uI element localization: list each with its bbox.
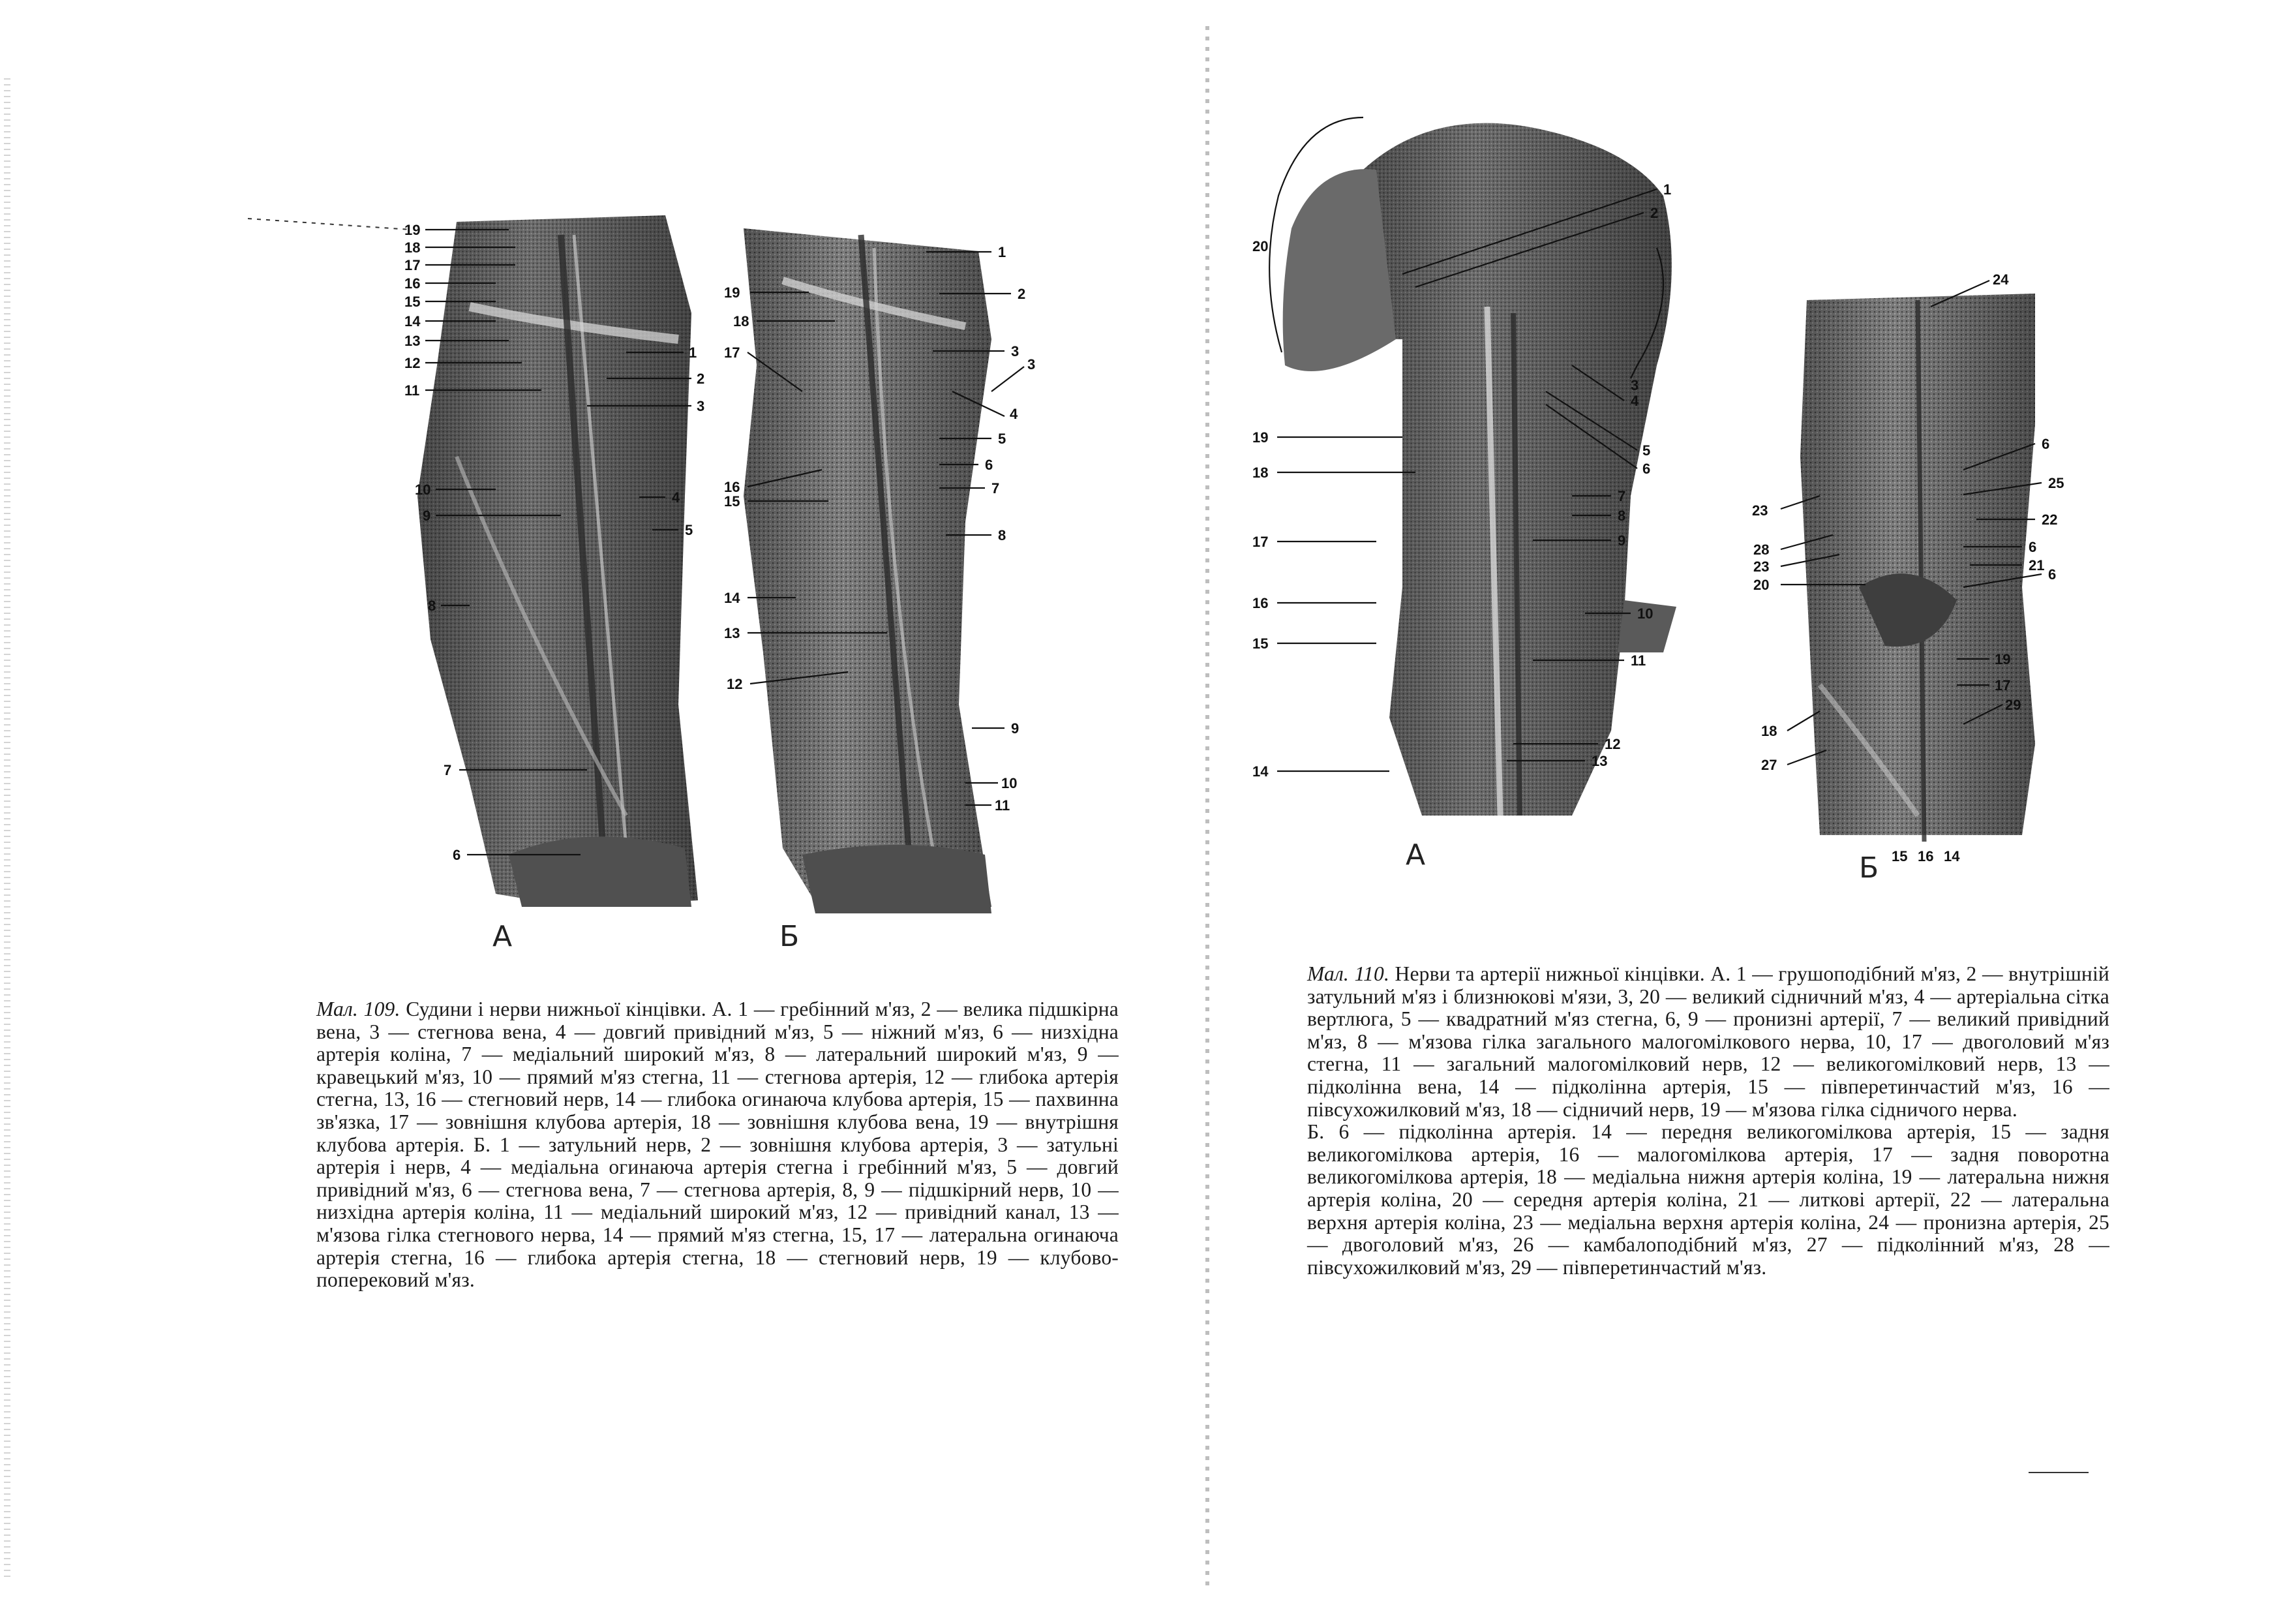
figure-109-illustration	[0, 0, 1174, 979]
label-109b-1: 1	[998, 244, 1006, 260]
page-rule	[2029, 1472, 2089, 1473]
label-109a-12: 12	[404, 355, 421, 371]
label-110b-6c: 6	[2048, 566, 2057, 583]
label-110a-4: 4	[1631, 393, 1639, 409]
label-110a-13: 13	[1592, 753, 1608, 769]
caption-109-text: Судини і нерви нижньої кінцівки. А. 1 — гребінний м'яз, 2 — велика підшкірна вена, 3 — стегнова вена, 4 — довгий привідний м'яз, 5 — ніжний м'яз, 6 — низхідна артерія коліна, 7 — медіальний широкий м'яз, 8 — латеральний широкий м'яз, 9 — кравецький м'яз, 10 — прямий м'яз стегна, 11 — стегнова артерія, 12 — глибока артерія стегна, 13, 16 — стегновий нерв, 14 — глибока огинаюча клубова артерія, 15 — пахвинна зв'язка, 17 — зовнішня клубова артерія, 18 — зовнішня клубова вена, 19 — внутрішня клубова артерія. Б. 1 — затульний нерв, 2 — зовнішня клубова артерія, 3 — затульні артерія і нерв, 4 — медіальна огинаюча артерія стегна і гребінний м'яз, 5 — довгий привідний м'яз, 6 — стегнова вена, 7 — стегнова артерія, 8, 9 — підшкірний нерв, 10 — низхідна артерія коліна, 11 — медіальний широкий м'яз, 12 — привідний канал, 13 — м'язова гілка стегнового нерва, 14 — прямий м'яз стегна, 15, 17 — латеральна огинаюча артерія стегна, 16 — глибока артерія стегна, 18 — стегновий нерв, 19 — клубово-поперековий м'яз.	[316, 998, 1119, 1292]
label-110b-23a: 23	[1752, 502, 1768, 519]
label-109a-5: 5	[685, 522, 693, 538]
label-109b-2: 2	[1018, 286, 1026, 302]
label-109a-19: 19	[404, 222, 421, 238]
caption-110-label: Мал. 110.	[1307, 962, 1390, 985]
label-109a-8: 8	[428, 598, 436, 614]
label-110a-15: 15	[1252, 635, 1269, 652]
label-110a-7: 7	[1618, 488, 1626, 504]
label-110b-18: 18	[1761, 723, 1777, 739]
label-110b-25: 25	[2048, 475, 2064, 491]
label-109a-18: 18	[404, 239, 421, 256]
figure-110	[1207, 0, 2296, 979]
label-109b-12: 12	[727, 676, 743, 692]
label-109a-1: 1	[689, 344, 697, 361]
label-109b-11: 11	[995, 797, 1010, 814]
label-110b-24: 24	[1993, 271, 2009, 288]
label-110a-14: 14	[1252, 763, 1269, 780]
label-110b-6a: 6	[2042, 436, 2050, 452]
label-109a-15: 15	[404, 294, 421, 310]
panel-110a-letter: А	[1406, 838, 1426, 872]
figure-109	[0, 0, 1174, 979]
label-109a-3: 3	[697, 398, 705, 414]
label-110a-8: 8	[1618, 508, 1626, 524]
label-110b-29: 29	[2005, 697, 2021, 713]
label-109b-10: 10	[1001, 775, 1018, 791]
label-109a-13: 13	[404, 333, 421, 349]
label-109b-9: 9	[1011, 720, 1020, 737]
label-109b-19: 19	[724, 284, 740, 301]
label-110b-21: 21	[2029, 557, 2045, 573]
label-109b-4: 4	[1010, 406, 1018, 422]
label-110a-17: 17	[1252, 534, 1269, 550]
label-110b-19: 19	[1995, 651, 2011, 667]
label-110a-19: 19	[1252, 429, 1269, 446]
label-110b-17: 17	[1995, 677, 2011, 694]
panel-109b-letter: Б	[779, 920, 800, 953]
caption-110	[1307, 963, 2109, 1279]
label-109a-16: 16	[404, 275, 421, 292]
label-110a-11: 11	[1631, 652, 1646, 669]
label-109a-6: 6	[453, 847, 461, 863]
label-110a-9: 9	[1618, 532, 1626, 549]
label-110a-18: 18	[1252, 465, 1269, 481]
label-110b-20: 20	[1753, 577, 1770, 593]
caption-110-text-b: Б. 6 — підколінна артерія. 14 — передня великогомілкова артерія, 15 — задня великогомілкова артерія, 16 — малогомілкова артерія, 17 — задня поворотна великогомілкова артерія, 18 — медіальна нижня артерія коліна, 19 — латеральна нижня артерія коліна, 20 — середня артерія коліна, 21 — литкові артерії, 22 — латеральна верхня артерія коліна, 23 — медіальна верхня артерія коліна, 24 — пронизна артерія, 25 — двоголовий м'яз, 26 — камбалоподібний м'яз, 27 — підколінний м'яз, 28 — півсухожилковий м'яз, 29 — півперетинчастий м'яз.	[1307, 1120, 2109, 1279]
caption-109	[316, 998, 1119, 1292]
label-110a-1: 1	[1663, 181, 1672, 198]
label-109a-14: 14	[404, 313, 421, 329]
label-109a-9: 9	[423, 508, 431, 524]
label-110b-27: 27	[1761, 757, 1777, 773]
label-110b-16: 16	[1918, 848, 1934, 864]
panel-109b-thigh	[744, 228, 991, 913]
panel-109a-letter: А	[492, 920, 513, 953]
label-109b-6: 6	[985, 457, 993, 473]
label-110b-14: 14	[1944, 848, 1960, 864]
label-110a-12: 12	[1605, 736, 1621, 752]
label-109b-3a: 3	[1011, 343, 1020, 359]
figure-110-illustration	[1207, 0, 2296, 979]
label-109b-8: 8	[998, 527, 1006, 543]
label-110b-23b: 23	[1753, 558, 1770, 575]
panel-110b-letter: Б	[1859, 851, 1879, 885]
label-109a-2: 2	[697, 371, 705, 387]
label-109b-3b: 3	[1027, 356, 1036, 373]
label-109a-17: 17	[404, 257, 421, 273]
label-110b-22: 22	[2042, 511, 2058, 528]
label-110a-2: 2	[1650, 205, 1659, 221]
label-109b-16: 16	[724, 479, 740, 495]
label-110b-28: 28	[1753, 542, 1770, 558]
label-110a-6: 6	[1642, 461, 1651, 477]
label-109a-10: 10	[415, 481, 431, 498]
label-109b-18: 18	[733, 313, 749, 329]
label-110a-10: 10	[1637, 605, 1654, 622]
caption-109-label: Мал. 109.	[316, 998, 400, 1020]
caption-110-text-a: Нерви та артерії нижньої кінцівки. А. 1 — грушоподібний м'яз, 2 — внутрішній затульний м'яз і близнюкові м'язи, 3, 20 — великий сідничний м'яз, 4 — артеріальна сітка вертлюга, 5 — квадратний м'яз стегна, 6, 9 — пронизні артерії, 7 — великий привідний м'яз, 8 — м'язова гілка загального малогомілкового нерва, 10, 17 — двоголовий м'яз стегна, 11 — загальний малогомілковий нерв, 12 — великогомілковий нерв, 13 — підколінна вена, 14 — підколінна артерія, 15 — півперетинчастий м'яз, 16 — півсухожилковий м'яз, 18 — сідничий нерв, 19 — м'язова гілка сідничого нерва.	[1307, 962, 2109, 1121]
label-109b-13: 13	[724, 625, 740, 641]
label-109b-5: 5	[998, 431, 1006, 447]
label-110a-20: 20	[1252, 238, 1269, 254]
label-109a-7: 7	[444, 762, 452, 778]
panel-109a-thigh	[417, 215, 698, 907]
label-109b-14: 14	[724, 590, 740, 606]
label-110a-3: 3	[1631, 377, 1639, 393]
label-110a-16: 16	[1252, 595, 1269, 611]
label-110b-15: 15	[1892, 848, 1908, 864]
label-110a-5: 5	[1642, 442, 1651, 459]
panel-110b-knee	[1800, 294, 2035, 842]
label-109b-17: 17	[724, 344, 740, 361]
panel-110a-thigh	[1283, 123, 1676, 816]
label-109b-15: 15	[724, 493, 740, 510]
label-109b-7: 7	[991, 480, 1000, 496]
label-109a-11: 11	[404, 382, 420, 399]
label-110b-6b: 6	[2029, 539, 2037, 555]
label-109a-4: 4	[672, 489, 680, 506]
